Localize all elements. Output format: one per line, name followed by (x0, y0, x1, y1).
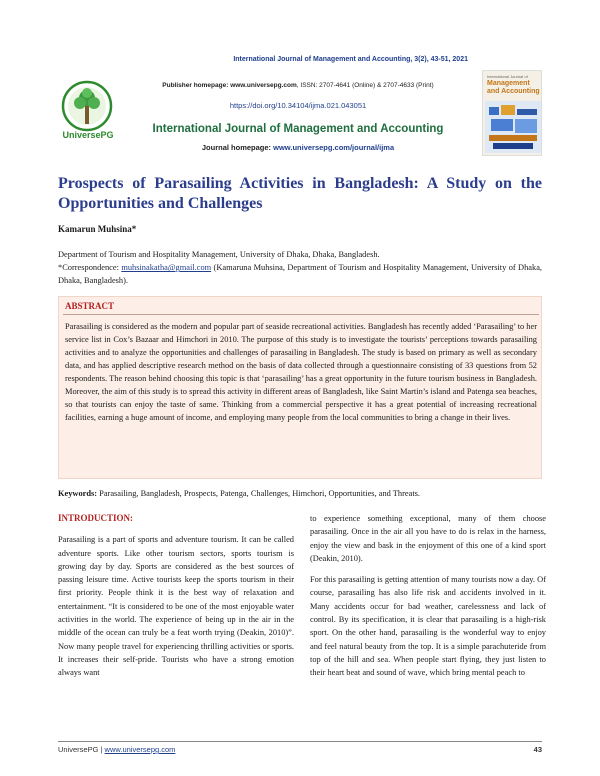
abstract-heading: ABSTRACT (65, 301, 115, 311)
doi-link[interactable]: https://doi.org/10.34104/ijma.021.043051 (229, 101, 367, 110)
running-header: International Journal of Management and Accounting, 3(2), 43-51, 2021 (233, 56, 468, 63)
footer-publisher (58, 745, 175, 754)
journal-home-label: Journal homepage: (201, 143, 272, 152)
correspondence-rest: (Kamaruna Muhsina, Department of Tourism and Hospitality Management, University of Dhaka, Dhaka, Bangladesh). (58, 263, 543, 286)
abstract-box (58, 296, 542, 479)
intro-paragraph-right-1: to experience something exceptional, many of them choose parasailing. Once in the air all you have to do is relax in the harness, enjoy the view and bask in the enjoyment of this one of a kind sport (Deakin, 2010). (310, 514, 546, 563)
journal-cover-thumbnail (482, 70, 542, 156)
cover-artwork-icon (485, 101, 541, 153)
journal-name: International Journal of Management and Accounting (152, 123, 444, 135)
correspondence (58, 261, 542, 287)
publisher-label: Publisher homepage: (162, 82, 229, 89)
cover-small-text: International Journal of (487, 74, 528, 79)
intro-paragraph-right-2: For this parasailing is getting attention of many tourists now a day. Of course, parasailing has also life risk and accidents involved in it. Many accidents occur for bad weather, carelessness and lack of control. By its specification, it is clear that parasailing is a high-risk sport. On the other hand, parasailing is the wonderful way to enjoy and feel natural beauty from the top. It is a simple parachuteride from top of the hill and sea. When people start flying, they just listen to their heart beat and sound of wave, which bring mental peach to (310, 575, 546, 678)
keywords-line (58, 489, 542, 498)
page-number: 43 (533, 745, 542, 754)
right-column (310, 512, 546, 688)
author-name: Kamarun Muhsina* (58, 224, 137, 234)
footer-url[interactable]: www.universepg.com (104, 745, 176, 754)
cover-title (487, 73, 541, 95)
correspondence-label: *Correspondence: (58, 263, 119, 273)
footer-label: UniversePG | (58, 745, 105, 754)
logo-wordmark: UniversePG (62, 130, 114, 140)
keywords-text: Parasailing, Bangladesh, Prospects, Patenga, Challenges, Himchori, Opportunities, and Threats. (97, 489, 420, 498)
abstract-divider (63, 314, 539, 315)
left-column (58, 512, 294, 688)
journal-masthead (58, 70, 542, 156)
correspondence-email[interactable]: muhsinakatha@gmail.com (121, 263, 212, 273)
affiliation-block (58, 248, 542, 288)
journal-homepage (118, 143, 478, 152)
keywords-label: Keywords: (58, 489, 98, 498)
cover-title-text: Management and Accounting (487, 80, 540, 95)
affiliation: Department of Tourism and Hospitality Management, University of Dhaka, Dhaka, Bangladesh. (58, 250, 380, 259)
issn-text: , ISSN: 2707-4641 (Online) & 2707-4633 (Print) (296, 82, 434, 89)
article-title: Prospects of Parasailing Activities in Bangladesh: A Study on the Opportunities and Challenges (58, 175, 542, 212)
intro-paragraph-left: Parasailing is a part of sports and adventure tourism. It can be called adventure sports. Like other tourism sectors, sports tourism is growing day by day. Sports are considered as the best sources of passing leisure time. Active tourists keep the sports tourism in their first priority. People think it is the best way of relaxation and entertainment. “It is considered to be one of the most enjoyable water activities in the world. The experience of being up in the air in the middle of the ocean can truly be a feat worth trying (Deakin, 2010)”. Now many people travel for experiencing thrilling activities or sports. It increases their self-pride. Tourists who have a strong emotion always want (58, 535, 294, 678)
publisher-line (118, 82, 478, 89)
introduction-heading: INTRODUCTION: (58, 513, 134, 523)
journal-home-url[interactable]: www.universepg.com/journal/ijma (273, 143, 395, 152)
abstract-text: Parasailing is considered as the modern and popular part of seaside recreational activities. Bangladesh has recently added ‘Parasailing’ to her service list in Cox’s Bazaar and Himchori in 2010. The purpose of this study is to investigate the tourists’ perceptions towards parasailing activities and to analyze the opportunities and challenges of parasailing in Bangladesh. The study is based on primary as well as secondary data, and has applied descriptive research method on the basis of data collected through a questionnaire consisting of 33 questions from 52 respondents. The reason behind choosing this topic is that ‘parasailing’ has a great opportunity in the future tourism business in Bangladesh. Moreover, the aim of this study is to spread this activity in different areas of Bangladesh, like Saint Martin’s island and Patenga sea beaches, so that tourists can enjoy the taste of same. Thinking from a commercial perspective it has a great potential of increasing recreational facilities, earning a huge amount of income, and employing many people from the local communities to bring a change in their lives. (65, 322, 537, 422)
footer-divider (58, 741, 542, 742)
publisher-url[interactable]: www.universepg.com (230, 82, 297, 89)
